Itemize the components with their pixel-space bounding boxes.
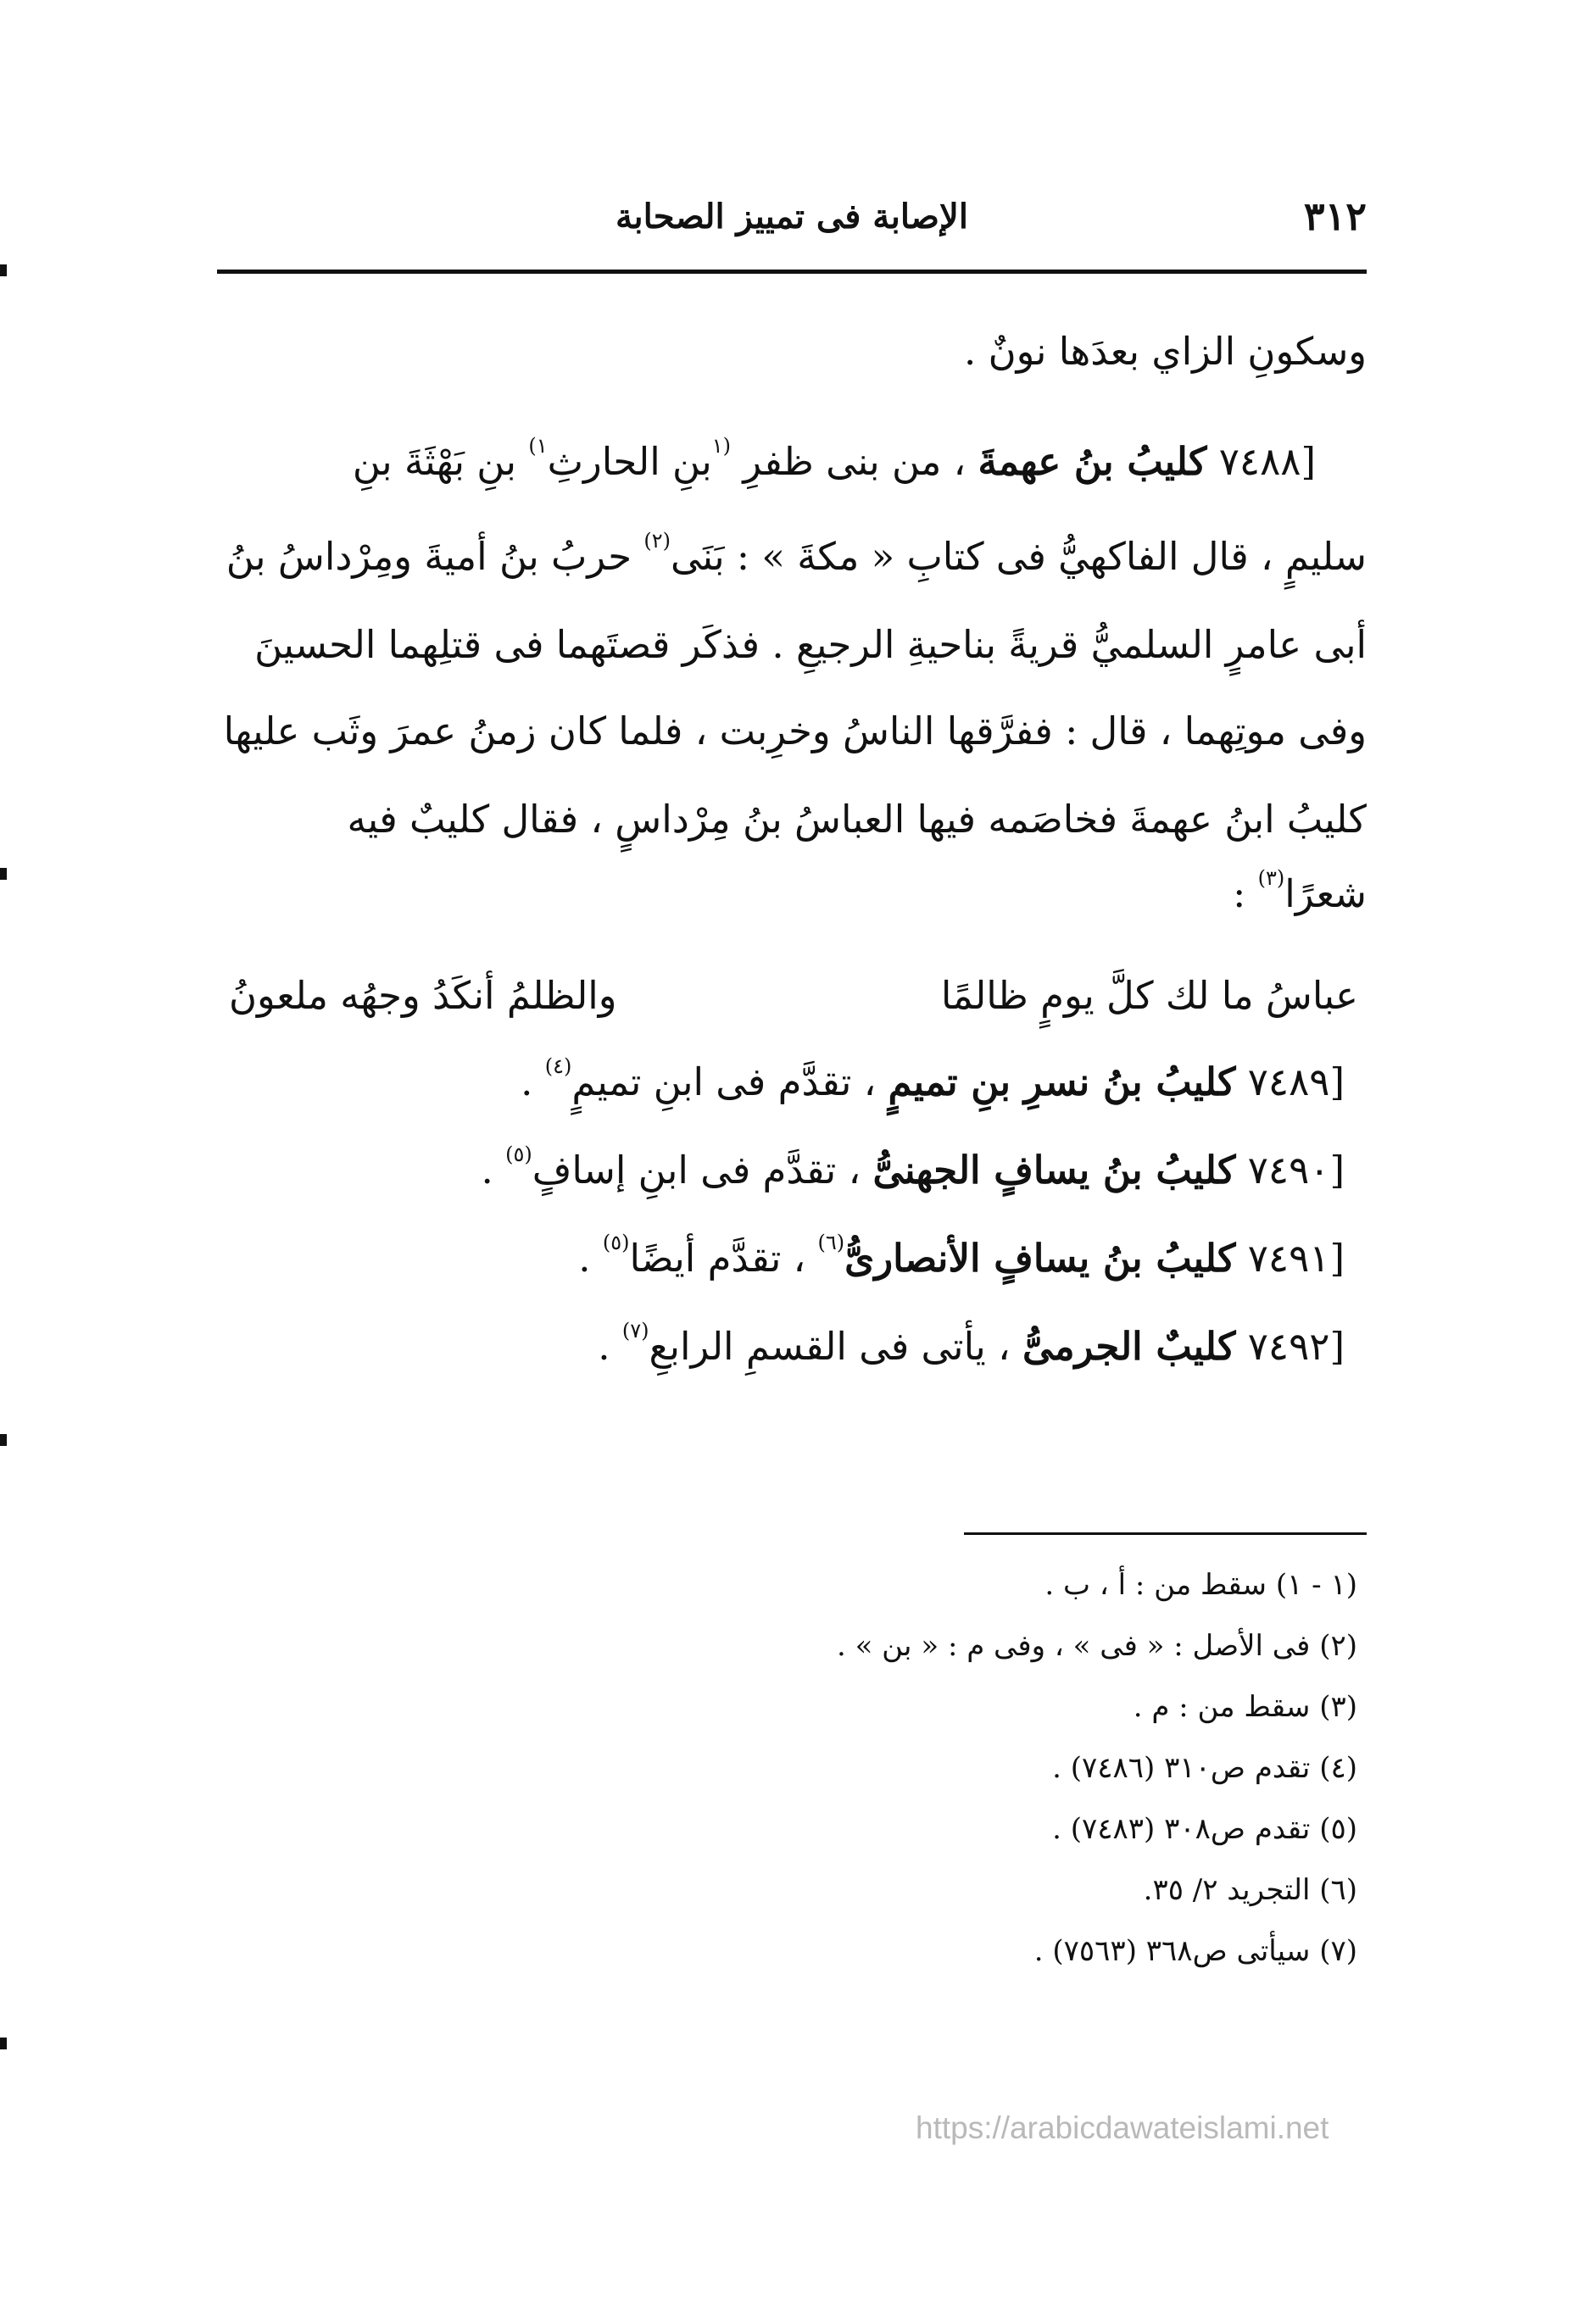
- text-span: بنِ الحارثِ: [547, 439, 712, 484]
- text-span: سليمٍ ، قال الفاكهيُّ فى كتابِ « مكةَ » : بَنَى: [671, 534, 1367, 579]
- entry-number: [٧٤٩٢: [1247, 1324, 1345, 1369]
- footnote-ref: (٣): [1257, 866, 1285, 890]
- text-span: .: [578, 1236, 591, 1281]
- footnote-ref: (٥): [505, 1143, 532, 1166]
- entry-7488-line-4: [212, 709, 1367, 753]
- entry-7488-line-5: [212, 797, 1367, 842]
- watermark-url: https://arabicdawateislami.net: [916, 2110, 1329, 2145]
- footnote: (٤) تقدم ص٣١٠ (٧٤٨٦) .: [1052, 1751, 1357, 1785]
- footnote-ref: ١): [528, 434, 548, 458]
- entry-number: [٧٤٩١: [1247, 1236, 1345, 1281]
- text-span: ، يأتى فى القسمِ الرابعِ: [649, 1324, 1011, 1369]
- entry-7491: [578, 1231, 1345, 1281]
- entry-7489: [521, 1054, 1345, 1104]
- footnote: (٢) فى الأصل : « فى » ، وفى م : « بن » .: [836, 1629, 1357, 1663]
- text-span: أبى عامرٍ السلميُّ قريةً بناحيةِ الرجيعِ . فذكَر قصتَهما فى قتلِهما الحسينَ: [254, 622, 1367, 667]
- book-title: الإصابة فى تمييز الصحابة: [616, 197, 968, 236]
- text-span: ، تقدَّم فى ابنِ إسافٍ: [532, 1148, 861, 1193]
- scan-edge-mark: [0, 264, 7, 276]
- text-span: وفى موتِهما ، قال : ففرَّقها الناسُ وخرِبت ، فلما كان زمنُ عمرَ وثَب عليها: [223, 709, 1367, 753]
- entry-7488-line-2: [212, 529, 1367, 579]
- footnote-ref: (٢): [643, 529, 671, 553]
- text-span: ، تقدَّم فى ابنِ تميمٍ: [571, 1059, 877, 1104]
- footnote: (٧) سيأتى ص٣٦٨ (٧٥٦٣) .: [1033, 1934, 1357, 1968]
- entry-name: كليبُ بنُ عهمةَ: [978, 439, 1207, 484]
- entry-name: كليبُ بنُ يسافٍ الجهنىُّ: [872, 1148, 1236, 1193]
- text-span: كليبُ ابنُ عهمةَ فخاصَمه فيها العباسُ بنُ مِرْداسٍ ، فقال كليبٌ فيه: [347, 797, 1367, 842]
- entry-7488-line-3: [212, 622, 1367, 667]
- header-rule: [217, 270, 1367, 274]
- footnote: (١ - ١) سقط من : أ ، ب .: [1044, 1568, 1357, 1602]
- page-header: [217, 193, 1367, 244]
- footnote: (٦) التجريد ٢/ ٣٥.: [1143, 1873, 1357, 1907]
- entry-number: [٧٤٨٨: [1218, 439, 1316, 484]
- verse-hemistich-2: والظلمُ أنكَدُ وجهُه ملعونُ: [229, 973, 617, 1018]
- footnote-ref: (١: [711, 434, 732, 458]
- text-span: .: [481, 1148, 493, 1193]
- footnote-ref: (٤): [544, 1054, 572, 1078]
- text-span: ، تقدَّم أيضًا: [629, 1236, 806, 1281]
- text-span: وسكونِ الزاي بعدَها نونٌ .: [964, 329, 1367, 374]
- entry-number: [٧٤٨٩: [1247, 1059, 1345, 1104]
- entry-name: كليبُ بنُ نسرِ بنِ تميمٍ: [888, 1059, 1236, 1104]
- footnote-ref: (٧): [621, 1319, 649, 1343]
- footnote-ref: (٦): [817, 1231, 845, 1254]
- verse-hemistich-1: عباسُ ما لك كلَّ يومٍ ظالمًا: [940, 973, 1358, 1018]
- footnote: (٥) تقدم ص٣٠٨ (٧٤٨٣) .: [1052, 1812, 1357, 1846]
- entry-name: كليبٌ الجرمىُّ: [1022, 1324, 1236, 1369]
- text-span: ، من بنى ظفرِ: [743, 439, 966, 484]
- page-number: ٣١٢: [1303, 193, 1367, 239]
- entry-number: [٧٤٩٠: [1247, 1148, 1345, 1193]
- text-span: :: [1233, 871, 1246, 916]
- text-span: .: [598, 1324, 610, 1369]
- entry-7488-line-6: [212, 866, 1367, 916]
- entry-7488-line-1: [212, 434, 1367, 484]
- footnote-ref: (٥): [602, 1231, 630, 1254]
- footnote-separator: [964, 1532, 1367, 1535]
- entry-name: كليبُ بنُ يسافٍ الأنصارىُّ: [844, 1236, 1236, 1281]
- text-line: [212, 329, 1367, 374]
- text-span: شعرًا: [1284, 871, 1367, 916]
- text-span: حربُ بنُ أميةَ ومِرْداسُ بنُ: [226, 534, 632, 579]
- text-span: بنِ بَهْثَةَ بنِ: [352, 439, 517, 484]
- text-span: .: [521, 1059, 533, 1104]
- scan-edge-mark: [0, 2038, 7, 2049]
- scan-edge-mark: [0, 868, 7, 880]
- entry-7490: [481, 1143, 1345, 1193]
- scan-edge-mark: [0, 1434, 7, 1446]
- entry-7492: [598, 1319, 1345, 1369]
- footnote: (٣) سقط من : م .: [1133, 1690, 1357, 1724]
